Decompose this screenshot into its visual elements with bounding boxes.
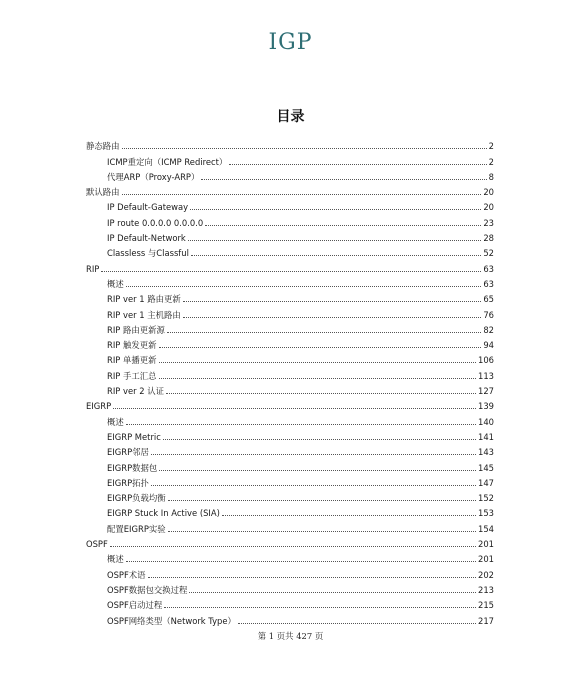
toc-subsection-entry[interactable] — [86, 442, 494, 457]
toc-leader-dots — [164, 607, 476, 608]
toc-leader-dots — [101, 271, 481, 272]
toc-subsection-entry[interactable] — [86, 411, 494, 426]
page-footer: 第 1 页共 427 页 — [257, 631, 324, 641]
toc-leader-dots — [159, 347, 482, 348]
toc-leader-dots — [151, 485, 476, 486]
toc-entry-label: 静态路由 — [86, 141, 120, 152]
toc-entry-page-number: 28 — [483, 233, 494, 244]
toc-subsection-entry[interactable] — [86, 549, 494, 564]
toc-subsection-entry[interactable] — [86, 228, 494, 243]
toc-leader-dots — [205, 225, 481, 226]
toc-subsection-entry[interactable] — [86, 274, 494, 289]
toc-subsection-entry[interactable] — [86, 167, 494, 182]
toc-leader-dots — [113, 408, 476, 409]
toc-leader-dots — [122, 148, 487, 149]
toc-leader-dots — [168, 500, 476, 501]
toc-leader-dots — [126, 286, 482, 287]
toc-entry-label: RIP 触发更新 — [107, 340, 157, 351]
toc-entry-page-number: 94 — [483, 340, 494, 351]
toc-entry-label: EIGRP邻居 — [107, 447, 149, 458]
toc-entry-label: 默认路由 — [86, 187, 120, 198]
toc-entry-label: OSPF — [86, 539, 108, 550]
toc-entry-page-number: 63 — [483, 263, 494, 274]
toc-leader-dots — [168, 531, 476, 532]
toc-subsection-entry[interactable] — [86, 518, 494, 533]
toc-entry-page-number: 141 — [478, 431, 494, 442]
toc-entry-page-number: 139 — [478, 401, 494, 412]
toc-subsection-entry[interactable] — [86, 503, 494, 518]
toc-leader-dots — [163, 439, 476, 440]
toc-entry-page-number: 2 — [488, 156, 494, 167]
toc-entry-label: 概述 — [107, 416, 124, 427]
toc-section-entry[interactable] — [86, 396, 494, 411]
toc-entry-page-number: 82 — [483, 324, 494, 335]
toc-entry-label: RIP ver 1 主机路由 — [107, 309, 181, 320]
toc-leader-dots — [222, 515, 476, 516]
toc-leader-dots — [183, 317, 482, 318]
toc-subsection-entry[interactable] — [86, 212, 494, 227]
toc-entry-label: EIGRP — [86, 401, 112, 412]
toc-subsection-entry[interactable] — [86, 595, 494, 610]
toc-subsection-entry[interactable] — [86, 151, 494, 166]
table-of-contents — [86, 136, 494, 626]
toc-entry-page-number: 113 — [478, 370, 494, 381]
toc-entry-page-number: 153 — [478, 508, 494, 519]
toc-entry-page-number: 147 — [478, 477, 494, 488]
toc-entry-label: 概述 — [107, 554, 124, 565]
toc-entry-page-number: 52 — [483, 248, 494, 259]
toc-entry-label: OSPF术语 — [107, 569, 146, 580]
toc-leader-dots — [166, 393, 476, 394]
toc-leader-dots — [159, 470, 476, 471]
toc-subsection-entry[interactable] — [86, 304, 494, 319]
toc-entry-page-number: 65 — [483, 294, 494, 305]
toc-entry-page-number: 2 — [488, 141, 494, 152]
toc-entry-label: EIGRP Metric — [107, 431, 161, 442]
toc-entry-page-number: 20 — [483, 202, 494, 213]
toc-section-entry[interactable] — [86, 182, 494, 197]
document-title: IGP — [268, 30, 313, 55]
toc-subsection-entry[interactable] — [86, 610, 494, 625]
toc-entry-label: Classless 与Classful — [107, 248, 189, 259]
toc-leader-dots — [126, 561, 476, 562]
toc-entry-page-number: 152 — [478, 493, 494, 504]
toc-subsection-entry[interactable] — [86, 457, 494, 472]
toc-entry-page-number: 106 — [478, 355, 494, 366]
toc-entry-label: RIP 单播更新 — [107, 355, 157, 366]
toc-entry-label: OSPF网络类型（Network Type） — [107, 615, 236, 626]
toc-entry-label: EIGRP负载均衡 — [107, 493, 166, 504]
toc-entry-label: 概述 — [107, 278, 124, 289]
toc-entry-page-number: 201 — [478, 539, 494, 550]
toc-entry-page-number: 154 — [478, 523, 494, 534]
toc-entry-label: ICMP重定向（ICMP Redirect） — [107, 156, 228, 167]
toc-leader-dots — [201, 179, 486, 180]
toc-entry-page-number: 143 — [478, 447, 494, 458]
toc-leader-dots — [191, 255, 481, 256]
toc-entry-page-number: 23 — [483, 217, 494, 228]
toc-subsection-entry[interactable] — [86, 381, 494, 396]
toc-entry-page-number: 63 — [483, 278, 494, 289]
toc-entry-label: OSPF启动过程 — [107, 600, 163, 611]
toc-entry-label: EIGRP数据包 — [107, 462, 158, 473]
toc-leader-dots — [159, 378, 476, 379]
toc-subsection-entry[interactable] — [86, 289, 494, 304]
toc-subsection-entry[interactable] — [86, 350, 494, 365]
toc-entry-page-number: 20 — [483, 187, 494, 198]
toc-entry-page-number: 140 — [478, 416, 494, 427]
toc-entry-label: IP route 0.0.0.0 0.0.0.0 — [107, 217, 204, 228]
toc-leader-dots — [148, 577, 476, 578]
toc-subsection-entry[interactable] — [86, 243, 494, 258]
toc-leader-dots — [167, 332, 481, 333]
toc-entry-label: IP Default-Gateway — [107, 202, 189, 213]
toc-entry-page-number: 8 — [488, 171, 494, 182]
toc-leader-dots — [122, 194, 482, 195]
toc-leader-dots — [151, 454, 476, 455]
toc-subsection-entry[interactable] — [86, 197, 494, 212]
toc-entry-label: RIP 手工汇总 — [107, 370, 157, 381]
toc-section-entry[interactable] — [86, 258, 494, 273]
toc-section-entry[interactable] — [86, 534, 494, 549]
toc-subsection-entry[interactable] — [86, 580, 494, 595]
toc-leader-dots — [190, 209, 481, 210]
toc-entry-label: 配置EIGRP实验 — [107, 523, 166, 534]
toc-subsection-entry[interactable] — [86, 427, 494, 442]
toc-entry-label: RIP — [86, 263, 100, 274]
toc-leader-dots — [238, 623, 476, 624]
toc-entry-page-number: 213 — [478, 584, 494, 595]
toc-entry-label: RIP 路由更新源 — [107, 324, 165, 335]
toc-subsection-entry[interactable] — [86, 564, 494, 579]
toc-entry-page-number: 217 — [478, 615, 494, 626]
toc-leader-dots — [159, 362, 476, 363]
toc-subsection-entry[interactable] — [86, 473, 494, 488]
toc-leader-dots — [189, 592, 476, 593]
toc-subsection-entry[interactable] — [86, 335, 494, 350]
toc-entry-page-number: 76 — [483, 309, 494, 320]
toc-entry-page-number: 202 — [478, 569, 494, 580]
toc-leader-dots — [188, 240, 482, 241]
toc-entry-page-number: 215 — [478, 600, 494, 611]
toc-leader-dots — [126, 424, 476, 425]
toc-entry-page-number: 145 — [478, 462, 494, 473]
toc-subsection-entry[interactable] — [86, 488, 494, 503]
toc-entry-page-number: 201 — [478, 554, 494, 565]
toc-subsection-entry[interactable] — [86, 320, 494, 335]
toc-leader-dots — [110, 546, 476, 547]
toc-section-entry[interactable] — [86, 136, 494, 151]
toc-entry-label: OSPF数据包交换过程 — [107, 584, 188, 595]
toc-entry-label: RIP ver 1 路由更新 — [107, 294, 181, 305]
toc-heading: 目录 — [276, 109, 305, 125]
toc-entry-label: 代理ARP（Proxy-ARP） — [107, 171, 200, 182]
toc-entry-label: EIGRP拓扑 — [107, 477, 149, 488]
toc-entry-page-number: 127 — [478, 386, 494, 397]
toc-subsection-entry[interactable] — [86, 365, 494, 380]
toc-entry-label: EIGRP Stuck In Active (SIA) — [107, 508, 220, 519]
toc-entry-label: RIP ver 2 认证 — [107, 386, 164, 397]
toc-leader-dots — [183, 301, 482, 302]
toc-leader-dots — [229, 164, 486, 165]
toc-entry-label: IP Default-Network — [107, 233, 186, 244]
